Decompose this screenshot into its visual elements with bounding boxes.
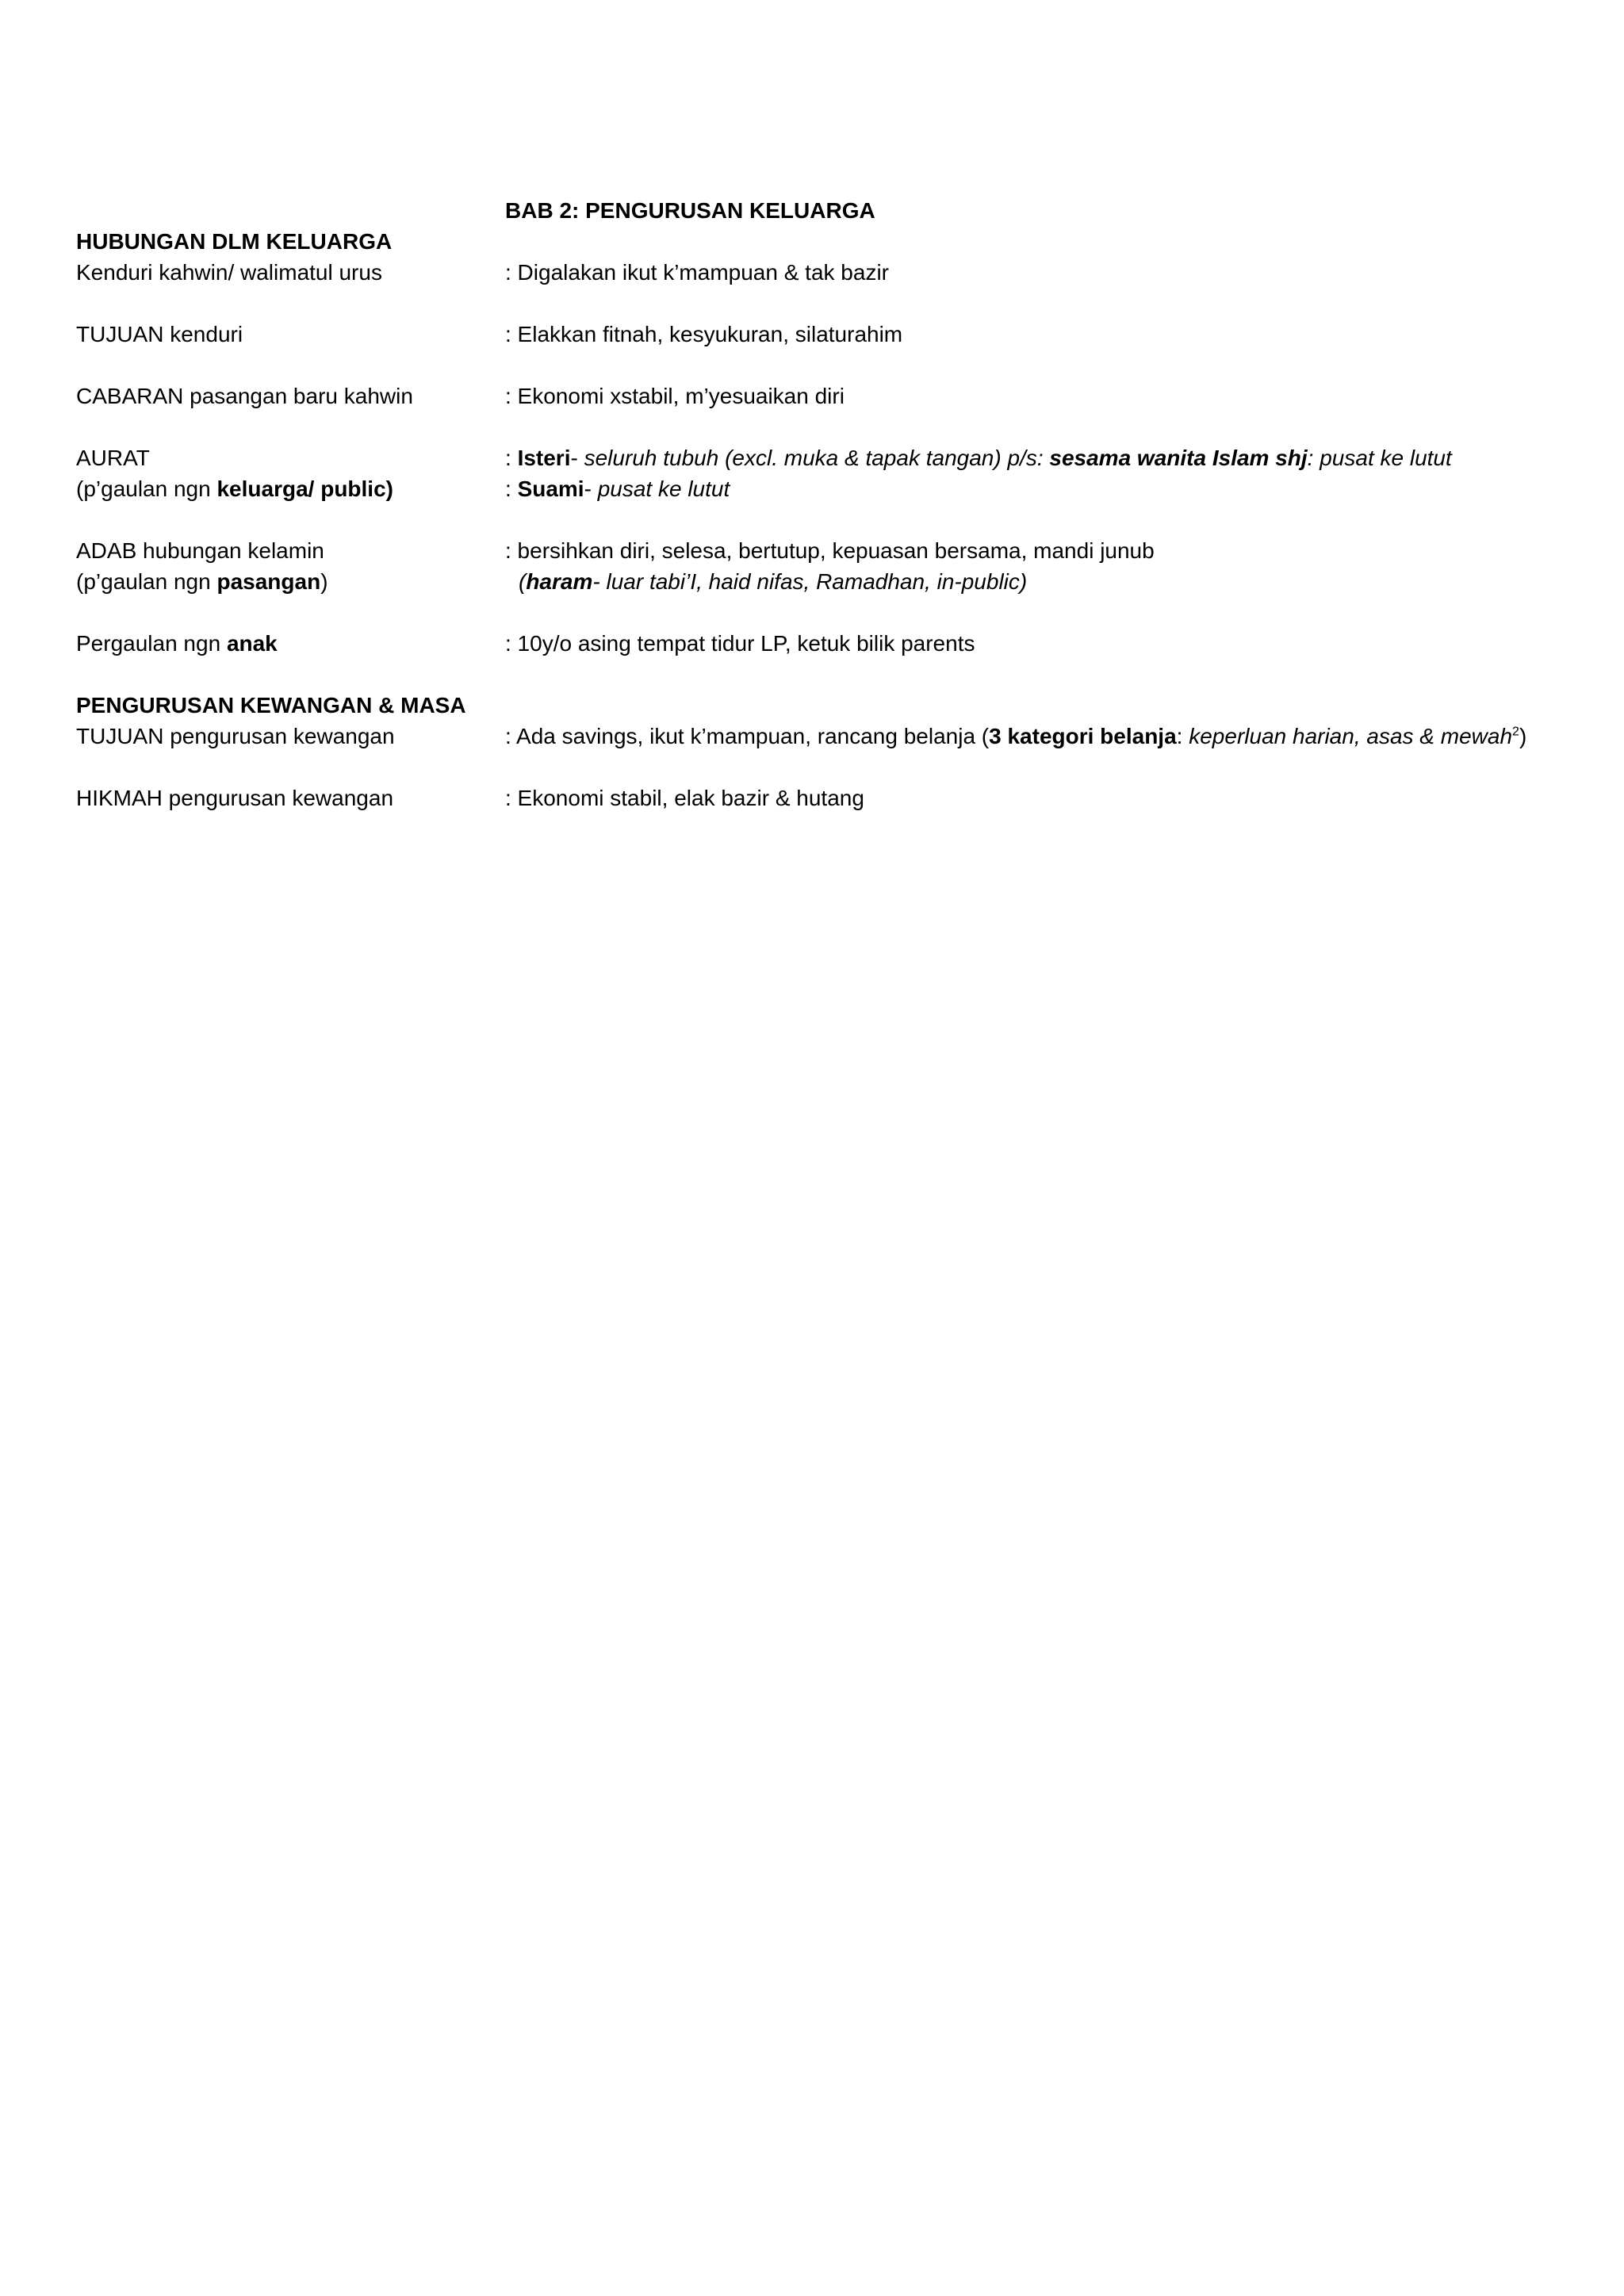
haram-rest: - luar tabi’I, haid nifas, Ramadhan, in-public) bbox=[592, 569, 1028, 594]
label-pergaulan-pre: Pergaulan ngn bbox=[76, 631, 227, 656]
haram-open: ( bbox=[519, 569, 527, 594]
label-aurat-sub-pre: (p’gaulan ngn bbox=[76, 476, 217, 501]
isteri-note-bold: sesama wanita Islam shj bbox=[1049, 446, 1308, 470]
suami-label: Suami bbox=[517, 476, 584, 501]
haram-label: haram bbox=[526, 569, 593, 594]
dash: - bbox=[584, 476, 598, 501]
label-kenduri: Kenduri kahwin/ walimatul urus bbox=[76, 260, 382, 285]
tujuan-colon: : bbox=[1176, 724, 1189, 748]
tujuan-pre: : Ada savings, ikut k’mampuan, rancang belanja ( bbox=[505, 724, 990, 748]
isteri-note-rest: : pusat ke lutut bbox=[1307, 446, 1452, 470]
value-tujuan-kewangan bbox=[505, 721, 1526, 752]
tujuan-bold: 3 kategori belanja bbox=[989, 724, 1177, 748]
label-adab-sub-bold: pasangan bbox=[216, 569, 321, 594]
value-hikmah: : Ekonomi stabil, elak bazir & hutang bbox=[505, 786, 864, 810]
label-adab-sub-pre: (p’gaulan ngn bbox=[76, 569, 217, 594]
value-pergaulan-anak: : 10y/o asing tempat tidur LP, ketuk bilik parents bbox=[505, 631, 975, 656]
isteri-label: Isteri bbox=[517, 446, 571, 470]
value-cabaran: : Ekonomi xstabil, m’yesuaikan diri bbox=[505, 384, 845, 408]
value-tujuan-kenduri: : Elakkan fitnah, kesyukuran, silaturahim bbox=[505, 322, 903, 346]
label-hikmah: HIKMAH pengurusan kewangan bbox=[76, 786, 394, 810]
label-cabaran: CABARAN pasangan baru kahwin bbox=[76, 384, 413, 408]
isteri-desc: seluruh tubuh (excl. muka & tapak tangan) p/s: bbox=[584, 446, 1050, 470]
value-aurat-isteri bbox=[505, 442, 1452, 473]
value-aurat-suami bbox=[505, 473, 730, 504]
label-adab-sub bbox=[76, 566, 328, 597]
label-aurat-sub bbox=[76, 473, 393, 504]
label-adab-sub-post: ) bbox=[320, 569, 328, 594]
value-adab-haram bbox=[519, 566, 1027, 597]
suami-desc: pusat ke lutut bbox=[597, 476, 730, 501]
value-adab: : bersihkan diri, selesa, bertutup, kepuasan bersama, mandi junub bbox=[505, 538, 1155, 563]
label-aurat: AURAT bbox=[76, 446, 150, 470]
label-pergaulan-bold: anak bbox=[226, 631, 278, 656]
footnote-marker: 2 bbox=[1512, 725, 1519, 739]
colon: : bbox=[505, 446, 518, 470]
label-tujuan-kenduri: TUJUAN kenduri bbox=[76, 322, 243, 346]
document-title: BAB 2: PENGURUSAN KELUARGA bbox=[505, 198, 875, 223]
section-heading-kewangan: PENGURUSAN KEWANGAN & MASA bbox=[76, 693, 466, 718]
section-heading-hubungan: HUBUNGAN DLM KELUARGA bbox=[76, 229, 393, 254]
dash: - bbox=[570, 446, 584, 470]
label-tujuan-kewangan: TUJUAN pengurusan kewangan bbox=[76, 724, 395, 748]
value-kenduri: : Digalakan ikut k’mampuan & tak bazir bbox=[505, 260, 889, 285]
label-aurat-sub-bold: keluarga/ public) bbox=[216, 476, 393, 501]
tujuan-close: ) bbox=[1519, 724, 1527, 748]
colon: : bbox=[505, 476, 518, 501]
tujuan-italic: keperluan harian, asas & mewah bbox=[1189, 724, 1513, 748]
label-adab: ADAB hubungan kelamin bbox=[76, 538, 324, 563]
label-pergaulan-anak bbox=[76, 628, 278, 659]
